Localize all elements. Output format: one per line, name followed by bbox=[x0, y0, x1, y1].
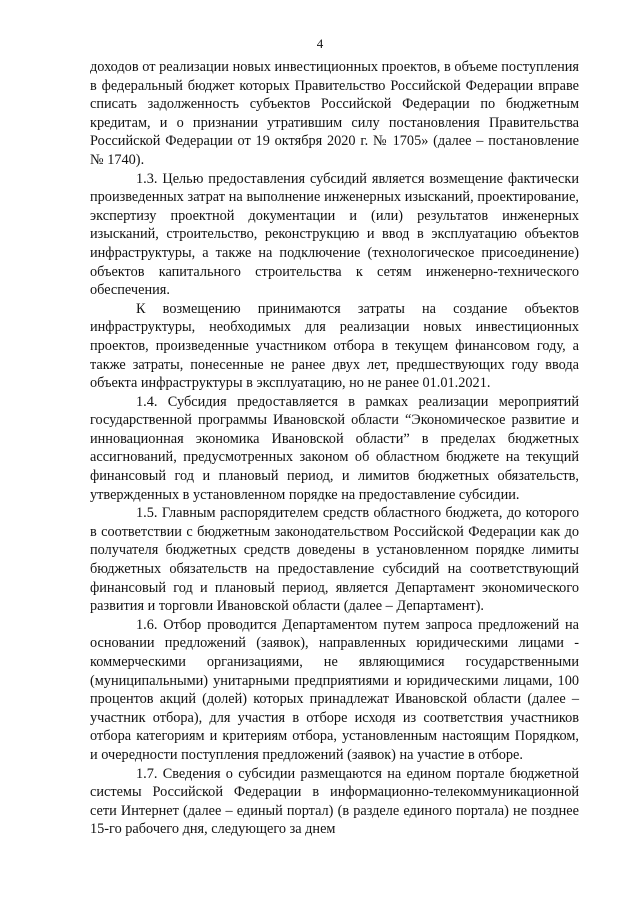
paragraph-continuation: доходов от реализации новых инвестиционных проектов, в объеме поступления в федеральный бюджет которых Правительство Российской Федерации вправе списать задолженность субъектов Российской Федерации по бюджетным кредитам, и о признании утратившим силу постановления Правительства Российской Федерации от 19 октября 2020 г. № 1705» (далее – постановление № 1740). bbox=[90, 59, 579, 168]
paragraph-reimbursement: К возмещению принимаются затраты на создание объектов инфраструктуры, необходимых для реализации новых инвестиционных проектов, произведенные участником отбора в текущем финансовом году, а также затраты, понесенные не ранее двух лет, предшествующих году ввода объекта инфраструктуры в эксплуатацию, но не ранее 01.01.2021. bbox=[90, 300, 579, 392]
paragraph-1-6: 1.6. Отбор проводится Департаментом путем запроса предложений на основании предложений (заявок), направленных юридическими лицами - коммерческими организациями, не являющимися государственными (муниципальными) унитарными предприятиями и юридическими лицами, 100 процентов акций (долей) которых принадлежат Ивановской области (далее – участник отбора), для участия в отборе исходя из соответствия участников отбора категориям и критериям отбора, установленным настоящим Порядком, и очередности поступления предложений (заявок) на участие в отборе. bbox=[90, 616, 579, 763]
paragraph-1-7: 1.7. Сведения о субсидии размещаются на едином портале бюджетной системы Российской Федерации в информационно-телекоммуникационной сети Интернет (далее – единый портал) (в разделе единого портала) не позднее 15-го рабочего дня, следующего за днем bbox=[90, 765, 579, 838]
paragraph-1-3: 1.3. Целью предоставления субсидий является возмещение фактически произведенных затрат на выполнение инженерных изысканий, проектирование, экспертизу проектной документации и (или) результатов инженерных изысканий, строительство, реконструкцию и ввод в эксплуатацию объектов инфраструктуры, а также на подключение (технологическое присоединение) объектов капитального строительства к сетям инженерно-технического обеспечения. bbox=[90, 170, 579, 299]
paragraph-1-5: 1.5. Главным распорядителем средств областного бюджета, до которого в соответствии с бюджетным законодательством Российской Федерации как до получателя бюджетных средств доведены в установленном порядке лимиты бюджетных обязательств на предоставление субсидий на соответствующий финансовый год и плановый период, является Департамент экономического развития и торговли Ивановской области (далее – Департамент). bbox=[90, 505, 579, 615]
page-number: 4 bbox=[316, 36, 324, 51]
paragraph-1-4: 1.4. Субсидия предоставляется в рамках реализации мероприятий государственной программы Ивановской области “Экономическое развитие и инновационная экономика Ивановской области” в пределах бюджетных ассигнований, предусмотренных законом об областном бюджете на текущий финансовый год и плановый период, и лимитов бюджетных обязательств, утвержденных в установленном порядке на предоставление субсидии. bbox=[90, 393, 579, 503]
document-body bbox=[90, 58, 579, 839]
